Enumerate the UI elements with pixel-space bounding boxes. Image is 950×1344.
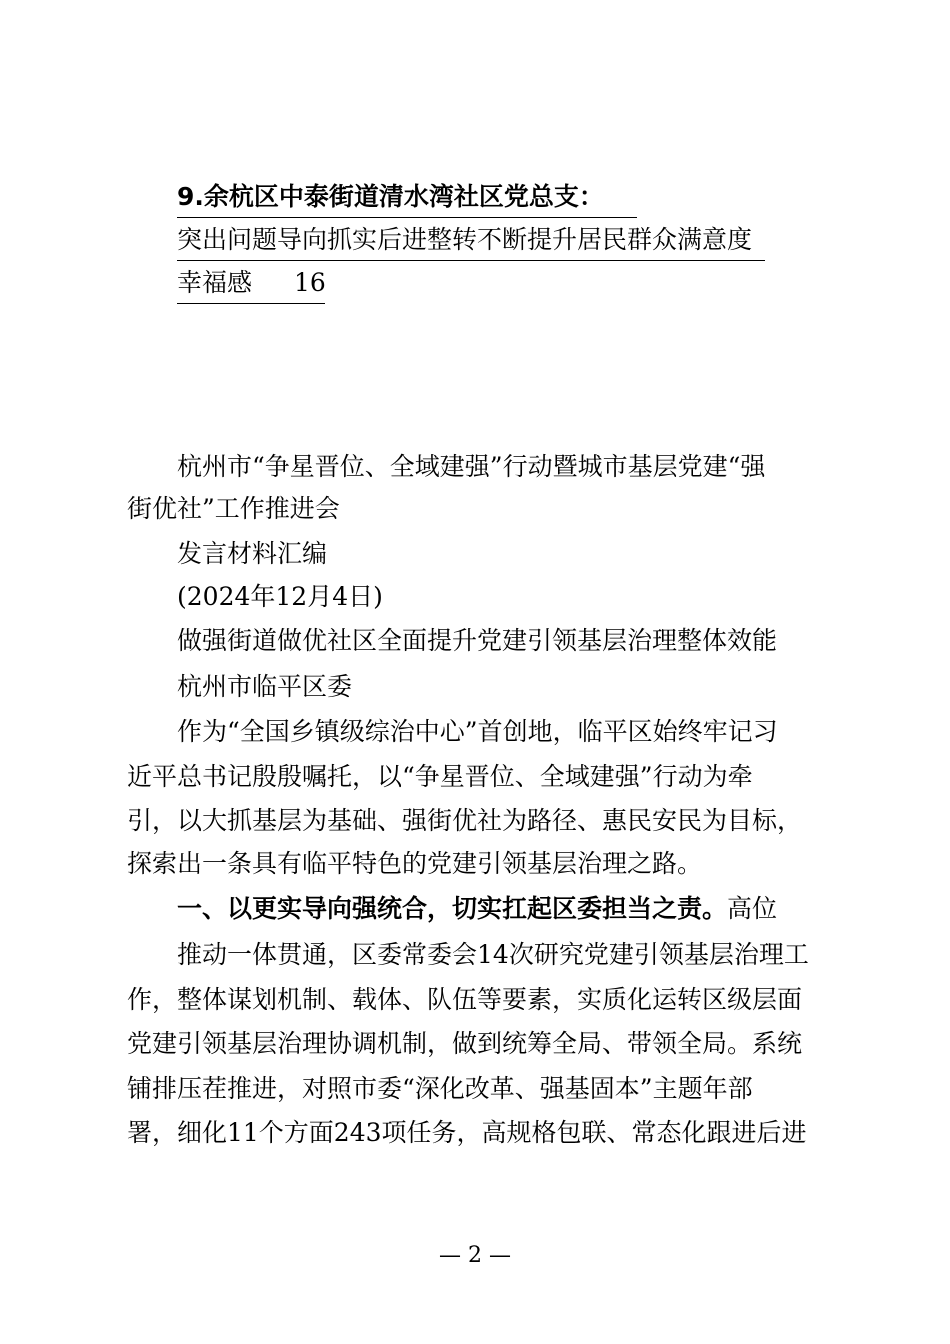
meeting-date: (2024年12月4日) [177,582,383,611]
toc-entry-title[interactable]: 9.余杭区中泰街道清水湾社区党总支： [177,180,637,218]
paragraph-line: 近平总书记殷殷嘱托，以“争星晋位、全域建强”行动为牵 [127,762,753,791]
section-heading-tail: 高位 [727,894,778,923]
speaker: 杭州市临平区委 [177,672,353,701]
paragraph-line: 推动一体贯通，区委常委会14次研究党建引领基层治理工 [177,940,809,969]
compilation-title: 发言材料汇编 [177,539,328,568]
paragraph-line: 作，整体谋划机制、载体、队伍等要素，实质化运转区级层面 [127,985,803,1014]
paragraph-line: 作为“全国乡镇级综治中心”首创地，临平区始终牢记习 [177,717,778,746]
section-heading-line [177,892,777,926]
toc-page-number: 16 [294,268,326,297]
toc-entry-line[interactable]: 突出问题导向抓实后进整转不断提升居民群众满意度 [177,223,765,261]
speech-title: 做强街道做优社区全面提升党建引领基层治理整体效能 [177,626,778,655]
paragraph-line: 党建引领基层治理协调机制，做到统筹全局、带领全局。系统 [127,1029,803,1058]
section-heading: 一、以更实导向强统合，切实扛起区委担当之责。 [177,894,728,923]
paragraph-line: 署，细化11个方面243项任务，高规格包联、常态化跟进后进 [127,1118,807,1147]
toc-entry-text: 幸福感 [177,268,253,297]
meeting-title-line: 杭州市“争星晋位、全域建强”行动暨城市基层党建“强 [177,452,766,481]
paragraph-line: 引，以大抓基层为基础、强街优社为路径、惠民安民为目标， [127,806,803,835]
paragraph-line: 铺排压茬推进，对照市委“深化改革、强基固本”主题年部 [127,1074,753,1103]
paragraph-line: 探索出一条具有临平特色的党建引领基层治理之路。 [127,849,703,878]
page-number: — 2 — [439,1243,511,1268]
toc-entry-line-last[interactable] [177,266,325,304]
meeting-title-line: 街优社”工作推进会 [127,494,340,523]
